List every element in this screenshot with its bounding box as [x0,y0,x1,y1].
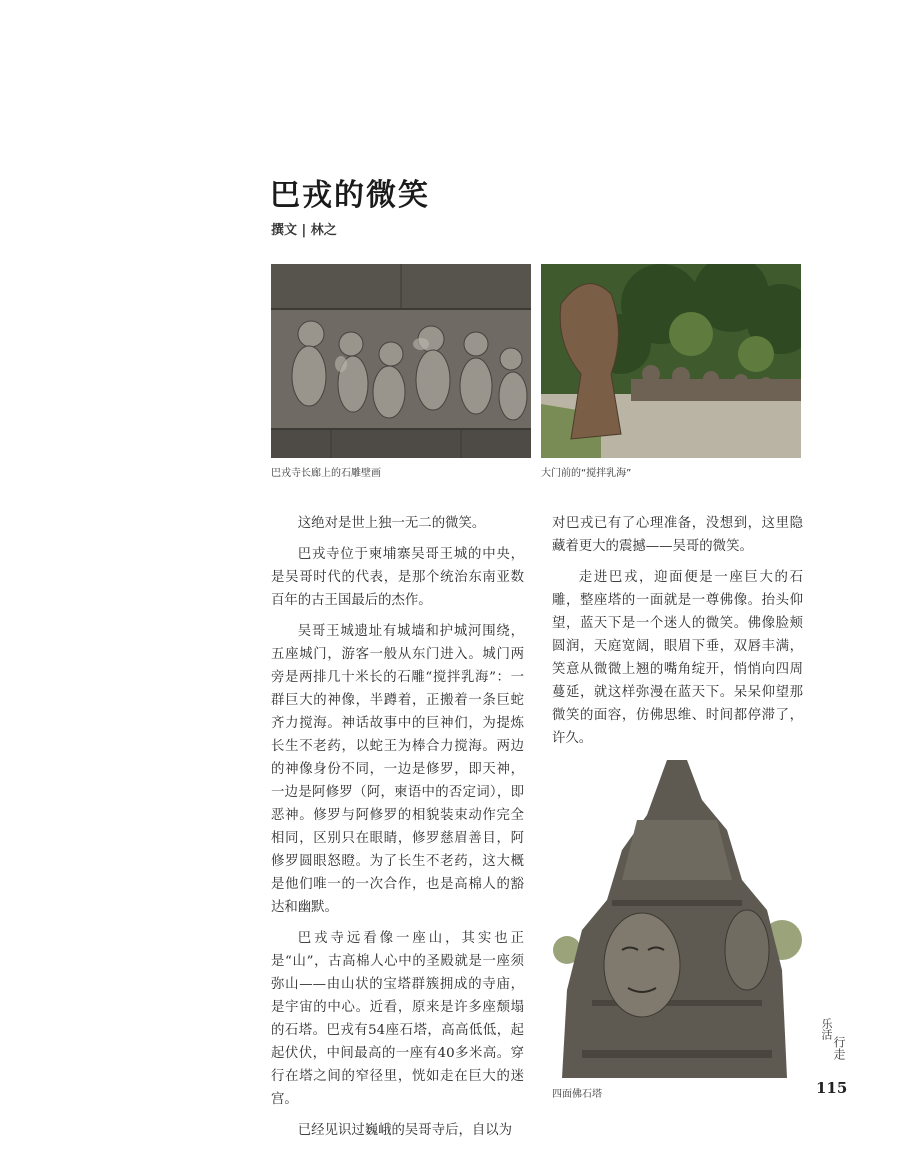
article-title: 巴戎的微笑 [270,178,430,213]
paragraph: 吴哥王城遗址有城墙和护城河围绕，五座城门，游客一般从东门进入。城门两旁是两排几十米长的石雕“搅拌乳海”：一群巨大的神像，半蹲着，正搬着一条巨蛇齐力搅海。神话故事中的巨神们，为提炼长生不老药，以蛇王为棒合力搅海。两边的神像身份不同，一边是修罗，即天神，一边是阿修罗（阿，柬语中的否定词），即恶神。修罗与阿修罗的相貌装束动作完全相同，区别只在眼睛，修罗慈眉善目，阿修罗圆眼怒瞪。为了长生不老药，这大概是他们唯一的一次合作，也是高棉人的豁达和幽默。 [271,624,524,915]
paragraph: 巴戎寺远看像一座山，其实也正是“山”，古高棉人心中的圣殿就是一座须弥山——由山状的宝塔群簇拥成的寺庙，是宇宙的中心。近看，原来是许多座颓塌的石塔。巴戎有54座石塔，高高低低，起起伏伏，中间最高的一座有40多米高。穿行在塔之间的窄径里，恍如走在巨大的迷宫。 [271,931,524,1107]
gate-photo [541,264,801,458]
text-column-right [552,512,803,758]
relief-photo [271,264,531,458]
photo-caption: 巴戎寺长廊上的石雕壁画 [271,468,381,479]
section-label [818,1018,848,1060]
photo-caption: 大门前的“搅拌乳海” [541,468,632,479]
byline: 撰文 | 林之 [271,223,337,238]
text-column-left [271,512,524,1150]
paragraph: 走进巴戎，迎面便是一座巨大的石雕，整座塔的一面就是一尊佛像。抬头仰望，蓝天下是一个迷人的微笑。佛像脸颊圆润，天庭宽阔，眼眉下垂，双唇丰满，笑意从微微上翘的嘴角绽开，悄悄向四周蔓延，就这样弥漫在蓝天下。呆呆仰望那微笑的面容，仿佛思维、时间都停滞了，许久。 [552,570,803,746]
paragraph: 对巴戎已有了心理准备，没想到，这里隐藏着更大的震撼——吴哥的微笑。 [552,516,803,554]
page-number: 115 [816,1079,848,1097]
face-tower-photo [552,760,802,1078]
section-label-secondary: 行走 [832,1036,846,1060]
paragraph: 巴戎寺位于柬埔寨吴哥王城的中央，是吴哥时代的代表，是那个统治东南亚数百年的古王国最后的杰作。 [271,547,524,608]
section-label-primary: 乐活 [820,1018,833,1040]
paragraph: 已经见识过巍峨的吴哥寺后，自以为 [297,1123,513,1138]
paragraph: 这绝对是世上独一无二的微笑。 [297,516,486,531]
photo-caption: 四面佛石塔 [552,1089,602,1100]
